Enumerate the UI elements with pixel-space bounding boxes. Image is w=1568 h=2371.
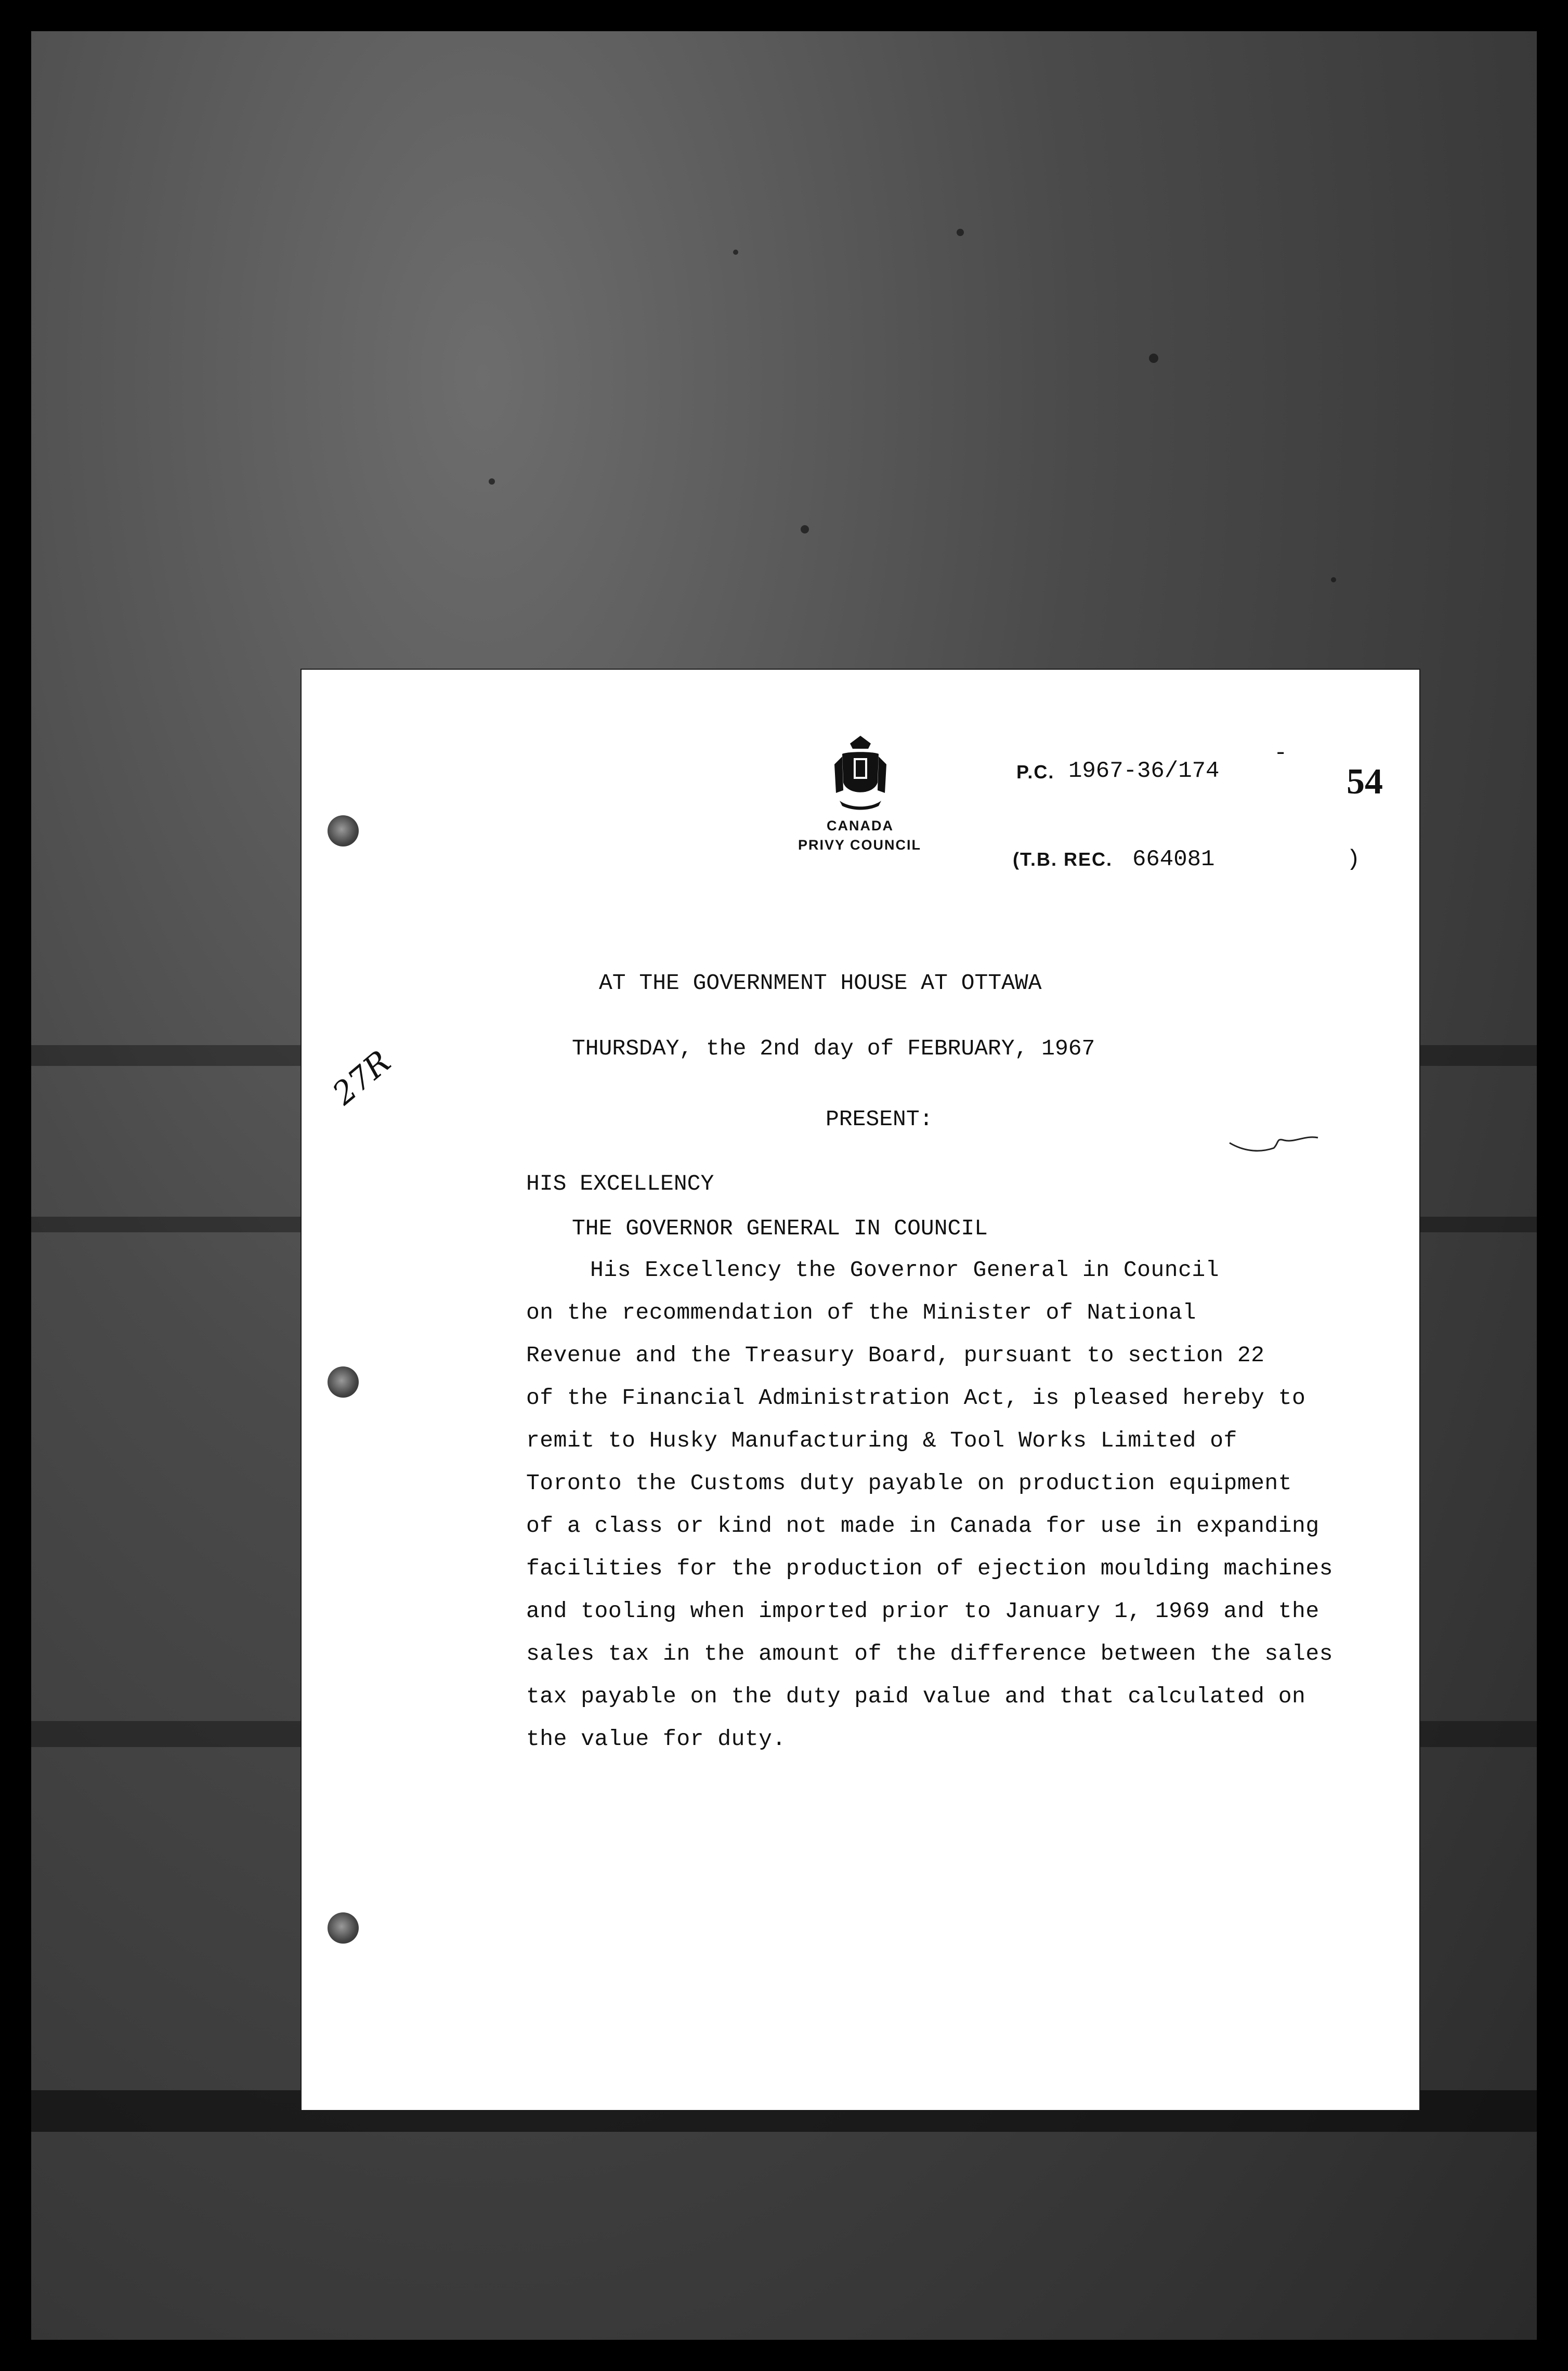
body-line: His Excellency the Governor General in Council [590, 1257, 1219, 1283]
body-line: on the recommendation of the Minister of National [526, 1300, 1196, 1325]
tb-close: ) [1347, 846, 1361, 872]
body-line: of the Financial Administration Act, is pleased hereby to [526, 1385, 1306, 1411]
body-line: Revenue and the Treasury Board, pursuant to section 22 [526, 1343, 1265, 1368]
binder-hole [328, 815, 359, 846]
page-number: 54 [1347, 762, 1383, 802]
film-speck [801, 525, 809, 533]
council-label: PRIVY COUNCIL [798, 837, 922, 853]
binder-hole [328, 1366, 359, 1398]
body-line: Toronto the Customs duty payable on production equipment [526, 1470, 1292, 1496]
microfilm-frame [31, 31, 1537, 2340]
canada-coat-of-arms-icon [832, 733, 889, 811]
date-line: THURSDAY, the 2nd day of FEBRUARY, 1967 [572, 1036, 1095, 1061]
body-line: sales tax in the amount of the difference between the sales [526, 1641, 1333, 1666]
body-line: tax payable on the duty paid value and that calculated on [526, 1684, 1306, 1709]
binder-hole [328, 1912, 359, 1944]
film-speck [957, 229, 964, 236]
handwritten-flourish-icon [1227, 1127, 1321, 1158]
excellency-line: HIS EXCELLENCY [526, 1171, 714, 1196]
film-speck [733, 250, 738, 255]
pc-number: 1967-36/174 [1068, 758, 1220, 784]
body-line: the value for duty. [526, 1726, 786, 1752]
handwritten-margin-note: 27R [325, 1044, 398, 1112]
dash-mark: - [1274, 740, 1288, 766]
body-line: of a class or kind not made in Canada for use in expanding [526, 1513, 1319, 1539]
film-speck [1331, 577, 1336, 582]
tb-number: 664081 [1132, 846, 1215, 872]
present-label: PRESENT: [826, 1106, 933, 1132]
governor-in-council-line: THE GOVERNOR GENERAL IN COUNCIL [572, 1216, 988, 1241]
body-line: remit to Husky Manufacturing & Tool Works Limited of [526, 1428, 1237, 1453]
privy-council-order-page [302, 670, 1419, 2110]
body-line: and tooling when imported prior to January 1, 1969 and the [526, 1598, 1319, 1624]
place-line: AT THE GOVERNMENT HOUSE AT OTTAWA [599, 970, 1042, 996]
body-line: facilities for the production of ejection moulding machines [526, 1556, 1333, 1581]
film-speck [489, 478, 495, 485]
pc-label: P.C. [1016, 761, 1055, 783]
tb-label: (T.B. REC. [1013, 849, 1113, 870]
country-label: CANADA [827, 818, 894, 833]
film-speck [1149, 354, 1158, 363]
